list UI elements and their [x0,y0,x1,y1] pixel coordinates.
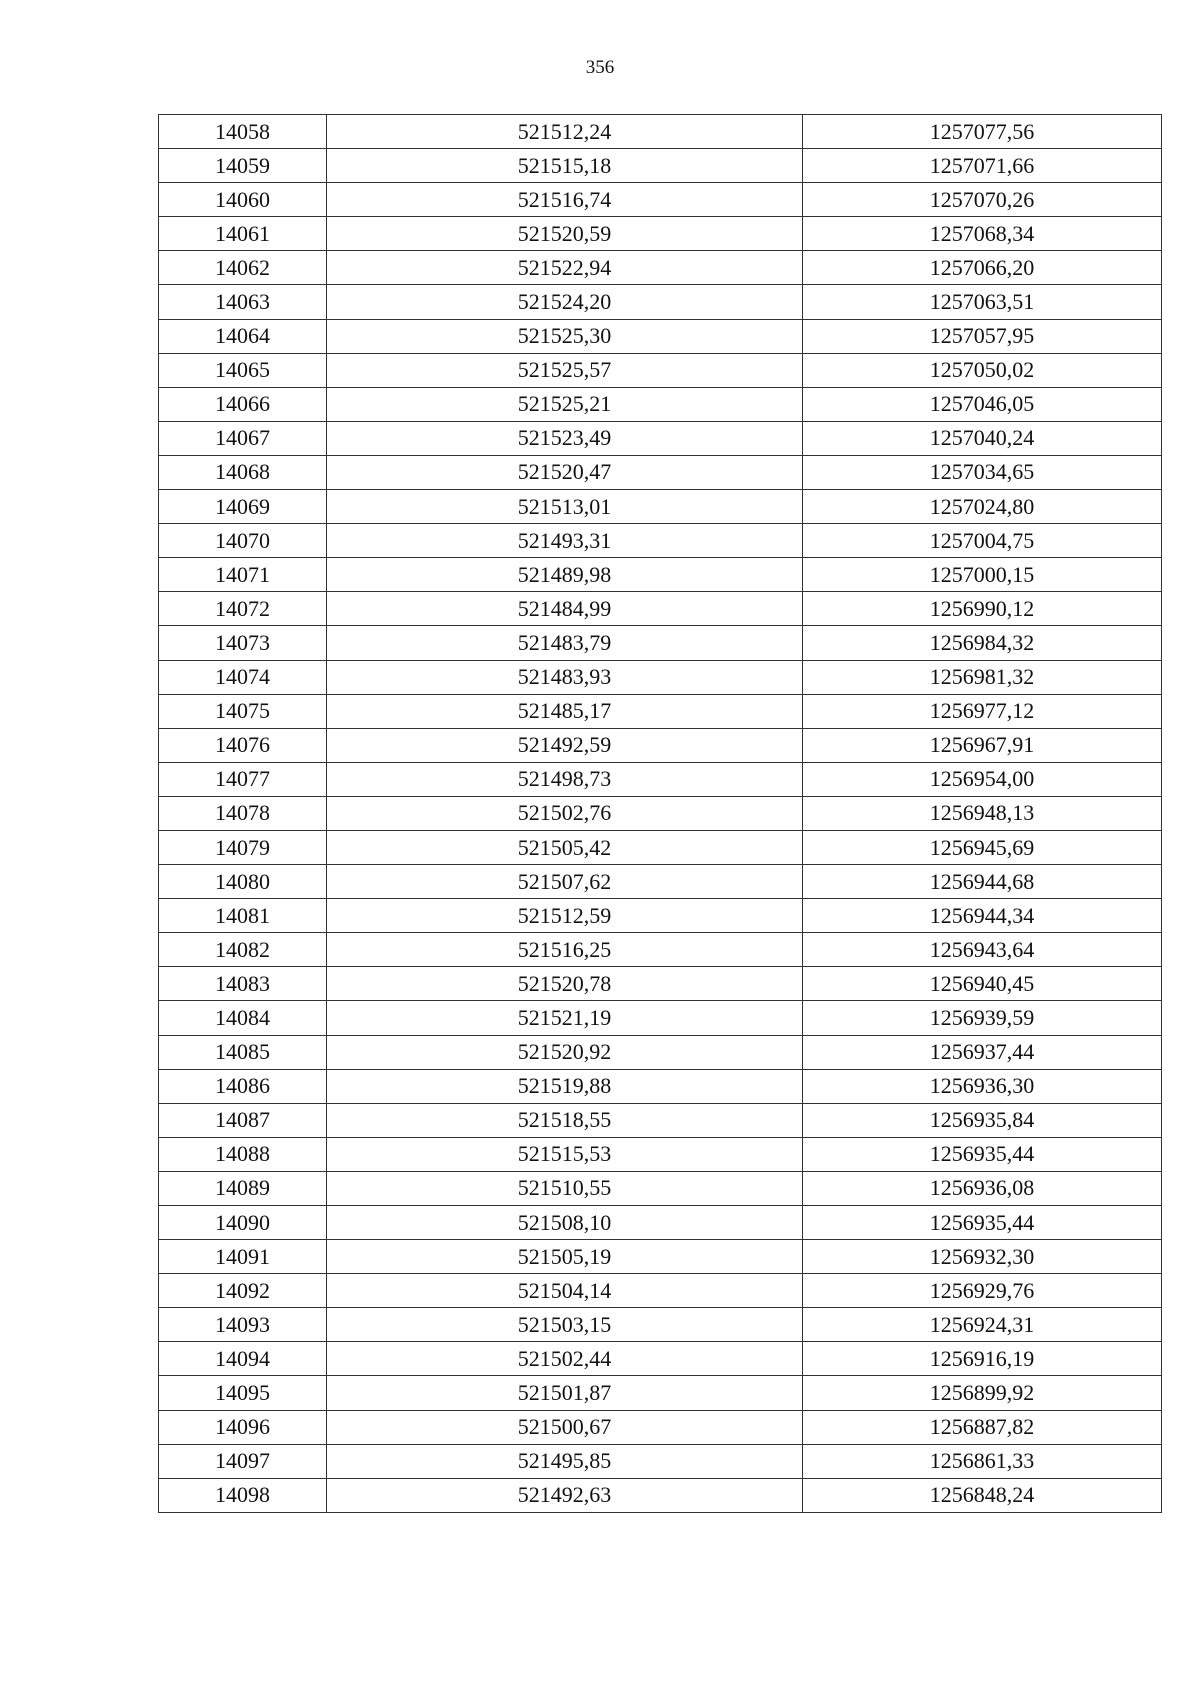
point-number-cell: 14090 [159,1206,327,1240]
table-row [159,1103,1162,1137]
x-coordinate-cell: 521507,62 [327,865,803,899]
point-number-cell: 14093 [159,1308,327,1342]
y-coordinate-cell: 1256967,91 [803,728,1162,762]
x-coordinate-cell: 521504,14 [327,1274,803,1308]
table-row [159,319,1162,353]
x-coordinate-cell: 521483,93 [327,660,803,694]
y-coordinate-cell: 1256948,13 [803,796,1162,830]
x-coordinate-cell: 521524,20 [327,285,803,319]
x-coordinate-cell: 521495,85 [327,1444,803,1478]
point-number-cell: 14070 [159,524,327,558]
point-number-cell: 14071 [159,558,327,592]
y-coordinate-cell: 1256932,30 [803,1240,1162,1274]
x-coordinate-cell: 521505,42 [327,830,803,864]
point-number-cell: 14063 [159,285,327,319]
table-row [159,1137,1162,1171]
table-row [159,592,1162,626]
table-row [159,455,1162,489]
table-row [159,762,1162,796]
table-row [159,660,1162,694]
y-coordinate-cell: 1257024,80 [803,490,1162,524]
point-number-cell: 14082 [159,933,327,967]
table-row [159,694,1162,728]
y-coordinate-cell: 1257077,56 [803,115,1162,149]
coordinates-table-body [159,115,1162,1513]
x-coordinate-cell: 521520,47 [327,455,803,489]
y-coordinate-cell: 1257034,65 [803,455,1162,489]
point-number-cell: 14091 [159,1240,327,1274]
x-coordinate-cell: 521510,55 [327,1171,803,1205]
table-row [159,1035,1162,1069]
y-coordinate-cell: 1257057,95 [803,319,1162,353]
x-coordinate-cell: 521525,57 [327,353,803,387]
table-row [159,387,1162,421]
table-row [159,115,1162,149]
point-number-cell: 14095 [159,1376,327,1410]
point-number-cell: 14073 [159,626,327,660]
y-coordinate-cell: 1256945,69 [803,830,1162,864]
table-row [159,1171,1162,1205]
point-number-cell: 14062 [159,251,327,285]
point-number-cell: 14075 [159,694,327,728]
table-row [159,1478,1162,1512]
table-row [159,524,1162,558]
x-coordinate-cell: 521500,67 [327,1410,803,1444]
table-row [159,251,1162,285]
x-coordinate-cell: 521516,25 [327,933,803,967]
x-coordinate-cell: 521519,88 [327,1069,803,1103]
x-coordinate-cell: 521516,74 [327,183,803,217]
y-coordinate-cell: 1256984,32 [803,626,1162,660]
table-row [159,149,1162,183]
y-coordinate-cell: 1256954,00 [803,762,1162,796]
y-coordinate-cell: 1257070,26 [803,183,1162,217]
point-number-cell: 14061 [159,217,327,251]
x-coordinate-cell: 521485,17 [327,694,803,728]
point-number-cell: 14096 [159,1410,327,1444]
point-number-cell: 14074 [159,660,327,694]
y-coordinate-cell: 1256935,44 [803,1137,1162,1171]
point-number-cell: 14064 [159,319,327,353]
table-row [159,285,1162,319]
x-coordinate-cell: 521523,49 [327,421,803,455]
y-coordinate-cell: 1257071,66 [803,149,1162,183]
y-coordinate-cell: 1257063,51 [803,285,1162,319]
y-coordinate-cell: 1256944,68 [803,865,1162,899]
x-coordinate-cell: 521515,18 [327,149,803,183]
table-row [159,1069,1162,1103]
y-coordinate-cell: 1257000,15 [803,558,1162,592]
x-coordinate-cell: 521513,01 [327,490,803,524]
y-coordinate-cell: 1257068,34 [803,217,1162,251]
y-coordinate-cell: 1256990,12 [803,592,1162,626]
point-number-cell: 14094 [159,1342,327,1376]
point-number-cell: 14081 [159,899,327,933]
y-coordinate-cell: 1256935,84 [803,1103,1162,1137]
x-coordinate-cell: 521492,59 [327,728,803,762]
y-coordinate-cell: 1256939,59 [803,1001,1162,1035]
point-number-cell: 14067 [159,421,327,455]
y-coordinate-cell: 1256937,44 [803,1035,1162,1069]
x-coordinate-cell: 521520,59 [327,217,803,251]
table-row [159,1444,1162,1478]
y-coordinate-cell: 1256848,24 [803,1478,1162,1512]
point-number-cell: 14066 [159,387,327,421]
y-coordinate-cell: 1256981,32 [803,660,1162,694]
table-row [159,899,1162,933]
x-coordinate-cell: 521501,87 [327,1376,803,1410]
point-number-cell: 14069 [159,490,327,524]
point-number-cell: 14077 [159,762,327,796]
x-coordinate-cell: 521502,44 [327,1342,803,1376]
x-coordinate-cell: 521489,98 [327,558,803,592]
point-number-cell: 14068 [159,455,327,489]
y-coordinate-cell: 1256887,82 [803,1410,1162,1444]
y-coordinate-cell: 1256940,45 [803,967,1162,1001]
y-coordinate-cell: 1256924,31 [803,1308,1162,1342]
y-coordinate-cell: 1256929,76 [803,1274,1162,1308]
point-number-cell: 14065 [159,353,327,387]
table-row [159,1410,1162,1444]
point-number-cell: 14085 [159,1035,327,1069]
y-coordinate-cell: 1256977,12 [803,694,1162,728]
y-coordinate-cell: 1256936,30 [803,1069,1162,1103]
point-number-cell: 14098 [159,1478,327,1512]
point-number-cell: 14084 [159,1001,327,1035]
x-coordinate-cell: 521505,19 [327,1240,803,1274]
table-row [159,933,1162,967]
x-coordinate-cell: 521512,59 [327,899,803,933]
point-number-cell: 14060 [159,183,327,217]
x-coordinate-cell: 521493,31 [327,524,803,558]
table-row [159,1240,1162,1274]
point-number-cell: 14097 [159,1444,327,1478]
x-coordinate-cell: 521520,92 [327,1035,803,1069]
table-row [159,796,1162,830]
coordinates-table [158,114,1162,1513]
table-row [159,183,1162,217]
point-number-cell: 14089 [159,1171,327,1205]
y-coordinate-cell: 1257040,24 [803,421,1162,455]
point-number-cell: 14092 [159,1274,327,1308]
x-coordinate-cell: 521483,79 [327,626,803,660]
x-coordinate-cell: 521508,10 [327,1206,803,1240]
y-coordinate-cell: 1256936,08 [803,1171,1162,1205]
page-number: 356 [585,57,615,78]
table-row [159,1001,1162,1035]
table-row [159,353,1162,387]
table-row [159,421,1162,455]
y-coordinate-cell: 1257004,75 [803,524,1162,558]
table-row [159,626,1162,660]
y-coordinate-cell: 1257066,20 [803,251,1162,285]
y-coordinate-cell: 1256943,64 [803,933,1162,967]
table-row [159,728,1162,762]
table-row [159,865,1162,899]
y-coordinate-cell: 1256861,33 [803,1444,1162,1478]
y-coordinate-cell: 1256916,19 [803,1342,1162,1376]
x-coordinate-cell: 521512,24 [327,115,803,149]
table-row [159,1342,1162,1376]
x-coordinate-cell: 521521,19 [327,1001,803,1035]
point-number-cell: 14087 [159,1103,327,1137]
table-row [159,1308,1162,1342]
y-coordinate-cell: 1257050,02 [803,353,1162,387]
point-number-cell: 14076 [159,728,327,762]
point-number-cell: 14086 [159,1069,327,1103]
x-coordinate-cell: 521525,30 [327,319,803,353]
table-row [159,558,1162,592]
point-number-cell: 14059 [159,149,327,183]
point-number-cell: 14072 [159,592,327,626]
point-number-cell: 14079 [159,830,327,864]
y-coordinate-cell: 1256944,34 [803,899,1162,933]
table-row [159,490,1162,524]
x-coordinate-cell: 521525,21 [327,387,803,421]
x-coordinate-cell: 521502,76 [327,796,803,830]
table-row [159,830,1162,864]
x-coordinate-cell: 521520,78 [327,967,803,1001]
x-coordinate-cell: 521518,55 [327,1103,803,1137]
y-coordinate-cell: 1256935,44 [803,1206,1162,1240]
table-row [159,1274,1162,1308]
point-number-cell: 14083 [159,967,327,1001]
x-coordinate-cell: 521515,53 [327,1137,803,1171]
x-coordinate-cell: 521492,63 [327,1478,803,1512]
table-row [159,1376,1162,1410]
x-coordinate-cell: 521498,73 [327,762,803,796]
table-row [159,1206,1162,1240]
x-coordinate-cell: 521522,94 [327,251,803,285]
point-number-cell: 14080 [159,865,327,899]
x-coordinate-cell: 521484,99 [327,592,803,626]
table-row [159,217,1162,251]
point-number-cell: 14088 [159,1137,327,1171]
x-coordinate-cell: 521503,15 [327,1308,803,1342]
point-number-cell: 14078 [159,796,327,830]
y-coordinate-cell: 1257046,05 [803,387,1162,421]
table-row [159,967,1162,1001]
point-number-cell: 14058 [159,115,327,149]
y-coordinate-cell: 1256899,92 [803,1376,1162,1410]
